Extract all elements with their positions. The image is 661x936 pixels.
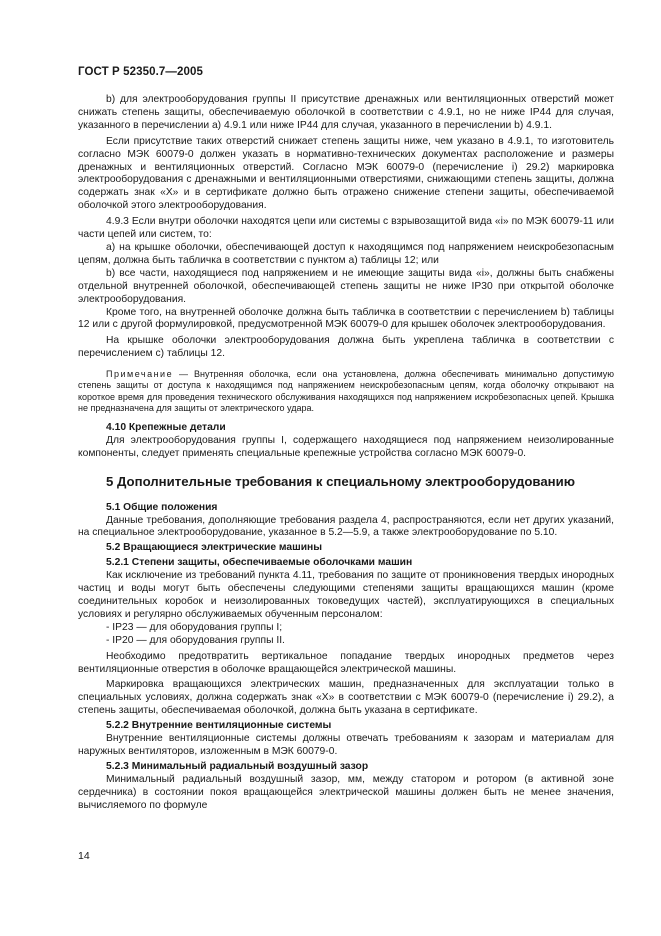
- page-content: [78, 94, 614, 813]
- paragraph-4-10: Для электрооборудования группы I, содержащего находящиеся под напряжением неизолированные компоненты, следует применять специальные крепежные устройства согласно МЭК 60079-0.: [78, 434, 614, 459]
- paragraph-5-2-1: Как исключение из требований пункта 4.11, требования по защите от проникновения твердых инородных частиц и воды могут быть обеспечены следующими степенями защиты вращающихся машин (кроме соединительных коробок и неизолированных токоведущих частей), эксплуатирующихся в специальных условиях и регулярно обслуживаемых обученным персоналом:: [78, 570, 614, 620]
- list-item-ip23: - IP23 — для оборудования группы I;: [106, 621, 283, 633]
- paragraph-5-1: Данные требования, дополняющие требования раздела 4, распространяются, если нет других указаний, на специальное электрооборудование, указанное в 5.2—5.9, а также электрооборудование по 5.10.: [78, 514, 614, 539]
- paragraph-5-2-3: Минимальный радиальный воздушный зазор, мм, между статором и ротором (в активной зоне сердечника) в состоянии покоя вращающейся электрической машины должен быть не менее значения, вычисляемого по формуле: [78, 773, 614, 811]
- heading-5-2-2: 5.2.2 Внутренние вентиляционные системы: [106, 720, 332, 732]
- note-label: Примечание: [106, 369, 174, 380]
- paragraph-5-2-2: Внутренние вентиляционные системы должны отвечать требованиям к зазорам и материалам для наружных вентиляторов, изложенным в МЭК 60079-0.: [78, 733, 614, 757]
- list-item-ip20: - IP20 — для оборудования группы II.: [106, 634, 285, 646]
- standard-header: ГОСТ Р 52350.7—2005: [78, 66, 203, 78]
- paragraph-4-9-3-a: a) на крышке оболочки, обеспечивающей доступ к находящимся под напряжением неискробезопасным цепям, должна быть табличка в соответствии с пунктом a) таблицы 12; или: [78, 241, 614, 266]
- page-number: 14: [78, 850, 90, 862]
- paragraph-inner-enclosure: Кроме того, на внутренней оболочке должна быть табличка в соответствии с перечислением b) таблицы 12 или с другой формулировкой, предусмотренной МЭК 60079-0 для крышек оболочек электрооборудования.: [78, 306, 614, 331]
- heading-4-10: 4.10 Крепежные детали: [106, 421, 226, 433]
- paragraph-4-9-3: 4.9.3 Если внутри оболочки находятся цепи или системы с взрывозащитой вида «i» по МЭК 60079-11 или части цепей или систем, то:: [78, 216, 614, 241]
- paragraph-machine-marking: Маркировка вращающихся электрических машин, предназначенных для эксплуатации только в специальных условиях, должна содержать знак «X» в соответствии с МЭК 60079-0 (перечисление i) 29.2), а степень защиты, обеспечиваемая оболочкой, должна быть указана в сертификате.: [78, 679, 614, 717]
- heading-5-2: 5.2 Вращающиеся электрические машины: [106, 542, 323, 554]
- heading-5-1: 5.1 Общие положения: [106, 501, 218, 513]
- heading-section-5: 5 Дополнительные требования к специальному электрооборудованию: [106, 473, 576, 489]
- paragraph-vertical-ingress: Необходимо предотвратить вертикальное попадание твердых инородных предметов через вентиляционные отверстия в оболочке вращающейся электрической машины.: [78, 650, 614, 675]
- paragraph-4-9-3-b: b) все части, находящиеся под напряжением и не имеющие защиты вида «i», должны быть снабжены отдельной внутренней оболочкой, обеспечивающей степень защиты не ниже IP30 при открытой оболочке электрооборудования.: [78, 267, 614, 305]
- heading-5-2-1: 5.2.1 Степени защиты, обеспечиваемые оболочками машин: [106, 557, 413, 569]
- heading-5-2-3: 5.2.3 Минимальный радиальный воздушный зазор: [106, 760, 369, 772]
- note-text: — Внутренняя оболочка, если она установлена, должна обеспечивать минимально допустимую степень защиты от доступа к находящимся под напряжением неискробезопасным цепям, когда оболочку открывают на короткое время для проведения технического обслуживания находящихся под напряжением искробезопасных цепей. Крышка не предназначена для защиты от электрического удара.: [78, 369, 614, 413]
- paragraph-holes-marking: Если присутствие таких отверстий снижает степень защиты ниже, чем указано в 4.9.1, то изготовитель согласно МЭК 60079-0 должен указать в нормативно-технических документах расположение и размеры дренажных и вентиляционных отверстий. Согласно МЭК 60079-0 (перечисление i) 29.2) маркировка электрооборудования с дренажными и вентиляционными отверстиями, снижающими степень защиты, должна содержать знак «X» и в сертификате должно быть отражено снижение степени защиты, обеспечиваемой оболочкой этого электрооборудования.: [78, 135, 614, 212]
- paragraph-b-drainage: b) для электрооборудования группы II присутствие дренажных или вентиляционных отверстий может снижать степень защиты, обеспечиваемую оболочкой в соответствии с 4.9.1, но не ниже IP44 для случая, указанного в перечислении a) 4.9.1 или ниже IP44 для случая, указанного в перечислении b) 4.9.1.: [78, 94, 614, 131]
- paragraph-cover-plate: На крышке оболочки электрооборудования должна быть укреплена табличка в соответствии с перечислением c) таблицы 12.: [78, 335, 614, 360]
- note-paragraph: [78, 369, 614, 414]
